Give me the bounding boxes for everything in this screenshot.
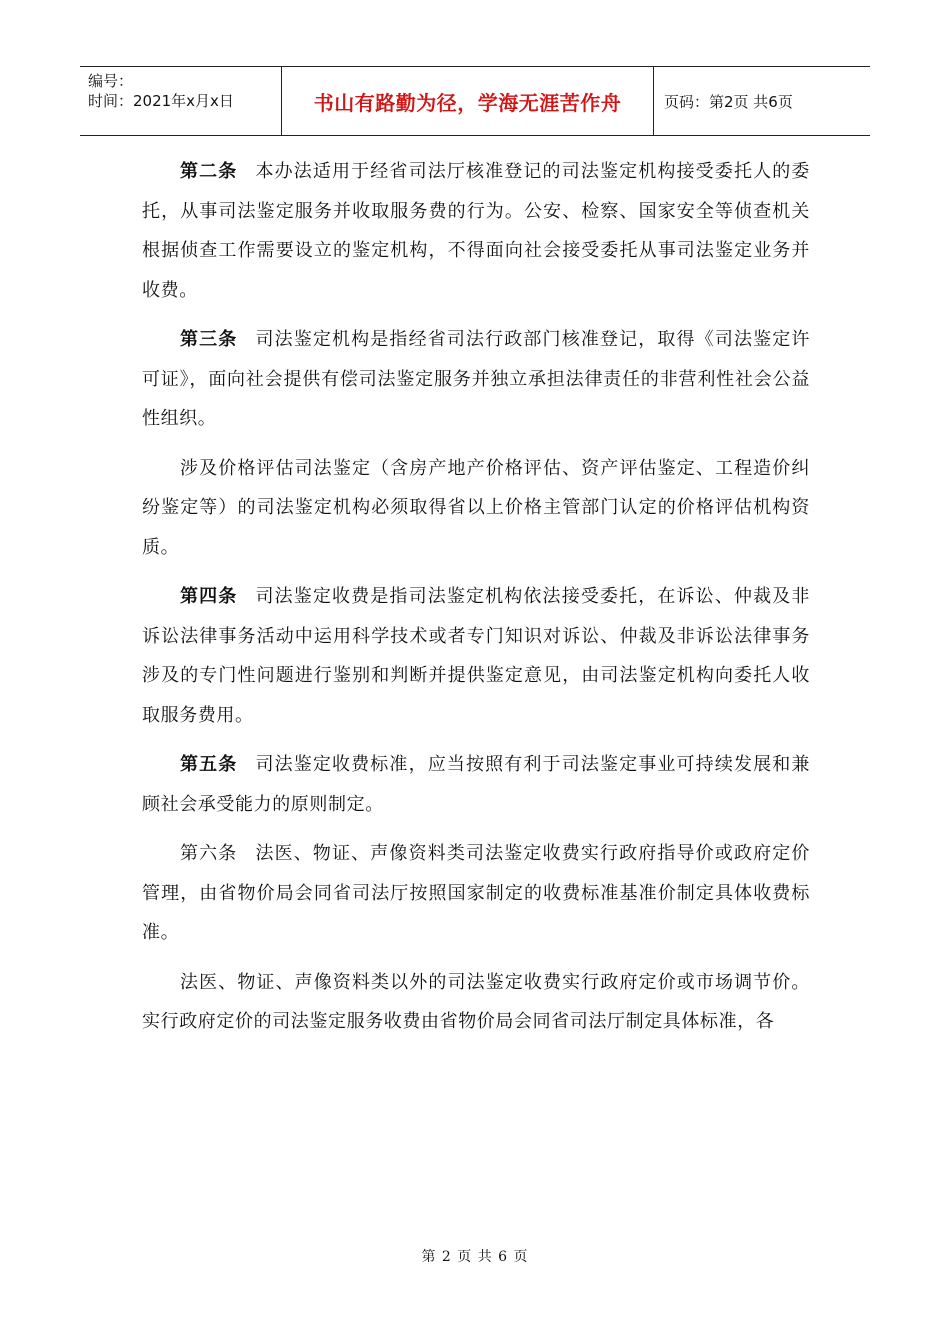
header-meta [80, 67, 282, 135]
number-label: 编号： [88, 72, 134, 90]
paragraph-other-fees [142, 963, 810, 1042]
article-text: 本办法适用于经省司法厅核准登记的司法鉴定机构接受委托人的委托，从事司法鉴定服务并收取服务费的行为。公安、检察、国家安全等侦查机关根据侦查工作需要设立的鉴定机构，不得面向社会接受委托从事司法鉴定业务并收费。 [142, 161, 810, 301]
paragraph-price-assessment [142, 449, 810, 568]
document-body [142, 152, 810, 1042]
header-page-info: 页码：第2页 共6页 [664, 92, 793, 111]
article-text: 司法鉴定收费标准，应当按照有利于司法鉴定事业可持续发展和兼顾社会承受能力的原则制定。 [142, 754, 810, 815]
paragraph-text: 法医、物证、声像资料类以外的司法鉴定收费实行政府定价或市场调节价。实行政府定价的司法鉴定服务收费由省物价局会同省司法厅制定具体标准，各 [142, 971, 810, 1032]
article-3 [142, 320, 810, 439]
article-6 [142, 834, 810, 953]
article-text: 司法鉴定机构是指经省司法行政部门核准登记，取得《司法鉴定许可证》，面向社会提供有偿司法鉴定服务并独立承担法律责任的非营利性社会公益性组织。 [142, 329, 810, 429]
header-motto: 书山有路勤为径，学海无涯苦作舟 [282, 67, 654, 135]
time-label: 时间：2021年x月x日 [88, 92, 234, 110]
article-text: 司法鉴定收费是指司法鉴定机构依法接受委托，在诉讼、仲裁及非诉讼法律事务活动中运用科学技术或者专门知识对诉讼、仲裁及非诉讼法律事务涉及的专门性问题进行鉴别和判断并提供鉴定意见，由司法鉴定机构向委托人收取服务费用。 [142, 586, 810, 726]
article-text: 法医、物证、声像资料类司法鉴定收费实行政府指导价或政府定价管理，由省物价局会同省司法厅按照国家制定的收费标准基准价制定具体收费标准。 [142, 843, 810, 943]
paragraph-text: 涉及价格评估司法鉴定（含房产地产价格评估、资产评估鉴定、工程造价纠纷鉴定等）的司法鉴定机构必须取得省以上价格主管部门认定的价格评估机构资质。 [142, 457, 810, 558]
article-number: 第四条 [180, 586, 238, 607]
page-footer: 第 2 页 共 6 页 [421, 1249, 529, 1265]
article-5 [142, 745, 810, 824]
article-number: 第六条 [180, 843, 238, 864]
article-2 [142, 152, 810, 310]
article-number: 第二条 [180, 161, 238, 182]
article-number: 第三条 [180, 329, 238, 350]
article-number: 第五条 [180, 754, 238, 775]
article-4 [142, 577, 810, 735]
page-header [80, 66, 870, 136]
